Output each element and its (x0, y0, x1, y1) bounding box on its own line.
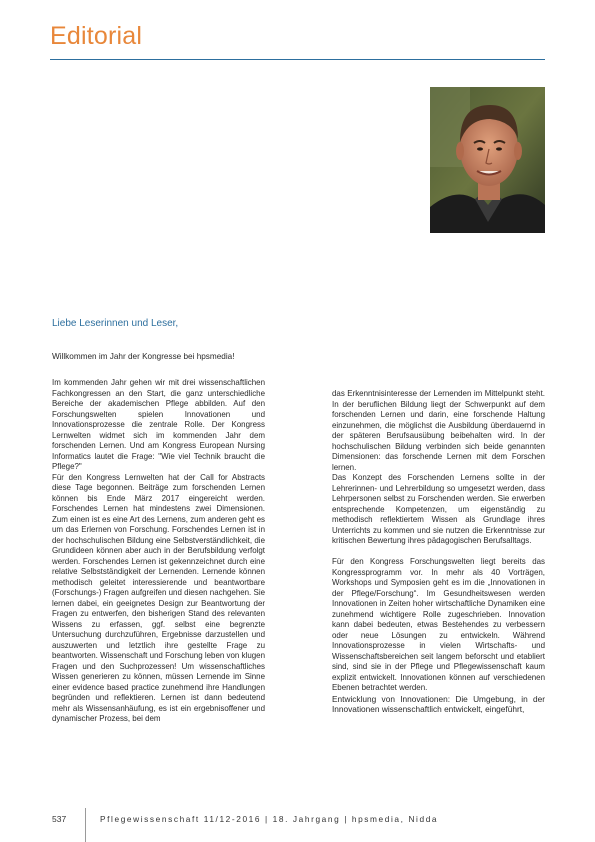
right-column (332, 389, 545, 715)
page-number: 537 (52, 814, 67, 824)
footer-divider (85, 808, 86, 842)
journal-citation: Pflegewissenschaft 11/12-2016 | 18. Jahrgang | hpsmedia, Nidda (100, 814, 439, 824)
greeting: Liebe Leserinnen und Leser, (52, 318, 179, 329)
paragraph: Für den Kongress Lernwelten hat der Call for Abstracts diese Tage begonnen. Beiträge zum forschenden Lernen können bis Ende März 2017 eingereicht werden. Forschendes Lernen hat mindestens zwei Dimensionen. Zum einen ist es eine Art des Lernens, zum anderen geht es um das Erlernen von Forschung. Forschendes Lernen ist in der hochschulischen Bildung eine Selbstverständlichkeit, die Grundideen können aber auch in der Berufsbildung verfolgt werden. Forschendes Lernen ist gekennzeichnet durch eine relative Selbstständigkeit der Lernenden. Lernende können methodisch geleitet interessierende und beantwortbare (Forschungs-) Fragen aufgreifen und diesen nachgehen. Sie lernen dabei, ein geeignetes Design zur Beantwortung der Fragen zu entwerfen, den bisherigen Stand des relevanten Wissens zu erfassen, ggf. selbst eine begrenzte Untersuchung durchzuführen, Ergebnisse darzustellen und auszuwerten und letztlich ihre gestellte Frage zu beantworten. Wissenschaft und Forschung leben von klugen Fragen und den Suchprozessen! Um wissenschaftliches Wissen generieren zu können, müssen Lernende im Sinne einer evidence based practice zunehmend ihre Handlungen begründen und reflektieren. Lernen ist dann bedeutend mehr als Wissensanhäufung, es ist ein ergebnisoffener und dynamischer Prozess, bei dem (52, 472, 265, 723)
section-paragraph: Entwicklung von Innovationen: Die Umgebung, in der Innovationen wissenschaftlich entwickelt, eingeführt, (332, 693, 545, 714)
title-divider (50, 59, 545, 60)
paragraph: Für den Kongress Forschungswelten liegt bereits das Kongressprogramm vor. In mehr als 40 Vorträgen, Workshops und Symposien geht es im die „Innovationen in der Pflege/Forschung“. Im Gesundheitswesen werden Innovationen in Zeiten hoher wirtschaftliche Dynamiken eine zunehmend wichtigere Rolle zugeschrieben. Innovation kann dabei bedeuten, etwas Bestehendes zu verbessern oder neue Lösungen zu entwickeln. Während Innovationsprozesse in vielen Wirtschafts- und Wissenschaftsbereichen seit langem beforscht und etabliert sind, sind sie in der Pflege und Pflegewissenschaft kaum explizit entwickelt. Innovationen können auf verschiedenen Ebenen betrachtet werden. (332, 557, 545, 692)
paragraph: Im kommenden Jahr gehen wir mit drei wissenschaftlichen Fachkongressen an den Start, die ganz unterschiedliche Bereiche der akademischen Pflege abbilden. Auf den Forschungswelten spielen Innovationen und Innovationsprozesse die zentrale Rolle. Der Kongress Lernwelten widmet sich im kommenden Jahr dem forschenden Lernen. Und am Kongress European Nursing Informatics lautet die Frage: "Wie viel Technik braucht die Pflege?" (52, 378, 265, 471)
left-column (52, 378, 265, 725)
paragraph: das Erkenntnisinteresse der Lernenden im Mittelpunkt steht. In der beruflichen Bildung liegt der Schwerpunkt auf dem forschenden Lernen und darin, eine forschende Haltung einzunehmen, die möglichst die Ausbildung überdauernd in der späteren Berufsausübung beibehalten wird. In der hochschulischen Bildung verbinden sich beide genannten Dimensionen: das forschende Lernen mit dem Forschen lernen. (332, 389, 545, 472)
author-portrait (430, 87, 545, 233)
welcome-line: Willkommen im Jahr der Kongresse bei hpsmedia! (52, 352, 235, 361)
paragraph: Das Konzept des Forschenden Lernens sollte in der Lehrerinnen- und Lehrerbildung so umgesetzt werden, dass Lehrpersonen selbst zu Forschenden werden. Sie erwerben entsprechende Kompetenzen, um eigenständig zu methodisch reflektiertem Wissen als Grundlage ihres Unterrichts zu kommen und sie nutzen die Erkenntnisse zur kritischen Bewertung ihres pädagogischen Berufsalltags. (332, 473, 545, 545)
page-title: Editorial (50, 22, 143, 50)
